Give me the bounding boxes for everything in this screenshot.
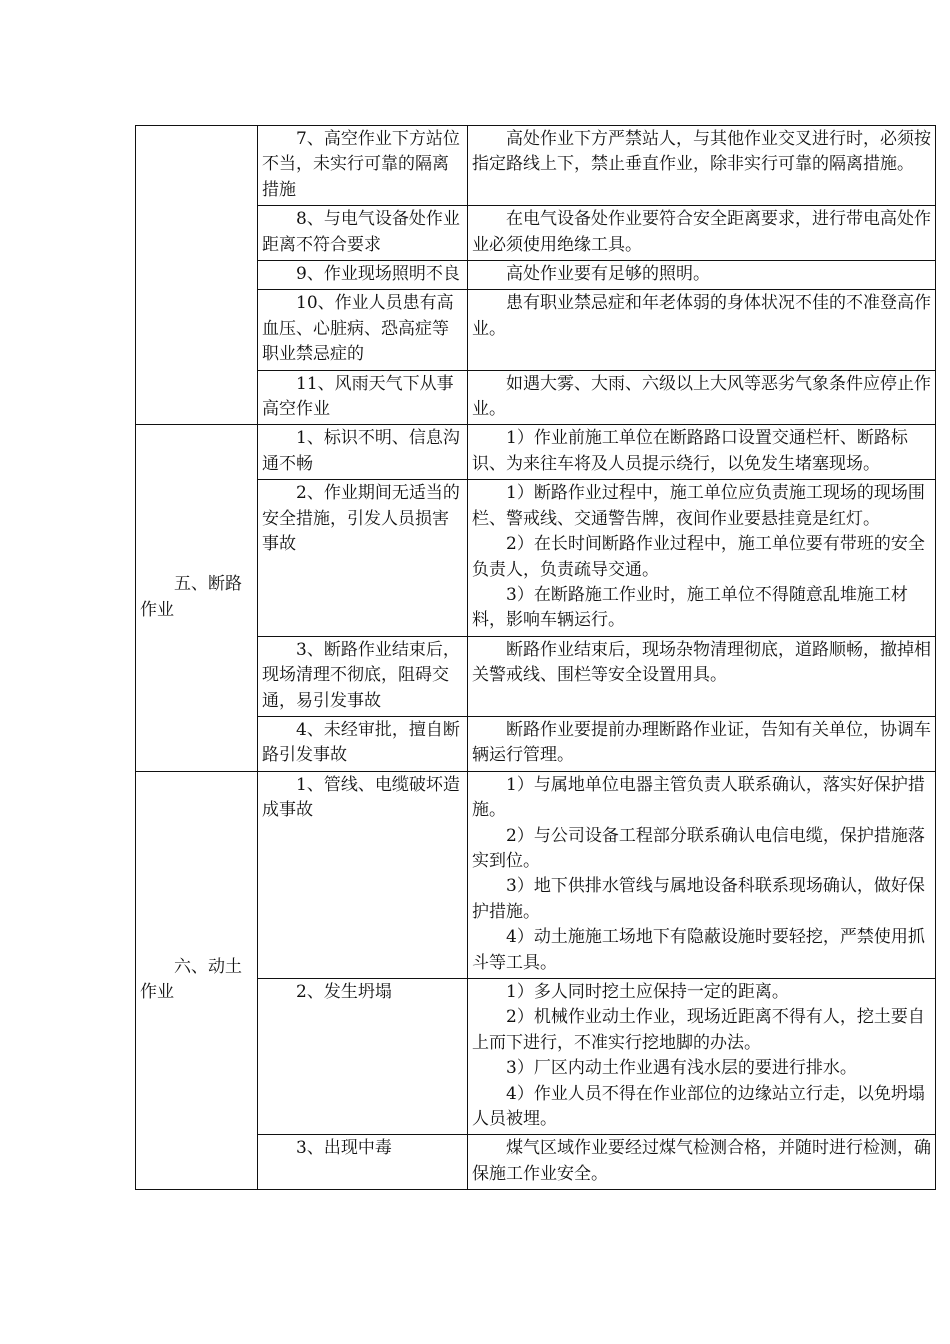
measure-cell	[468, 261, 936, 290]
hazard-cell	[258, 206, 468, 261]
measure-text: 煤气区域作业要经过煤气检测合格，并随时进行检测，确保施工作业安全。	[472, 1138, 931, 1184]
measure-text: 2）在长时间断路作业过程中，施工单位要有带班的安全负责人，负责疏导交通。	[472, 534, 925, 580]
measure-text: 在电气设备处作业要符合安全距离要求，进行带电高处作业必须使用绝缘工具。	[472, 209, 931, 255]
measure-text: 3）在断路施工作业时，施工单位不得随意乱堆施工材料，影响车辆运行。	[472, 584, 908, 631]
table-row	[136, 771, 936, 978]
hazard-text: 3、出现中毒	[296, 1138, 392, 1159]
measure-cell	[468, 979, 936, 1135]
hazard-cell	[258, 370, 468, 425]
measure-text: 4）作业人员不得在作业部位的边缘站立行走，以免坍塌人员被埋。	[472, 1083, 925, 1130]
hazard-text: 9、作业现场照明不良	[296, 264, 460, 285]
hazard-text: 10、作业人员患有高血压、心脏病、恐高症等职业禁忌症的	[262, 293, 454, 365]
category-cell	[136, 425, 258, 771]
measure-cell	[468, 480, 936, 636]
measure-text: 1）作业前施工单位在断路路口设置交通栏杆、断路标识、为来往车将及人员提示绕行，以免发生堵塞现场。	[472, 428, 908, 474]
hazard-cell	[258, 979, 468, 1135]
category-label: 五、断路作业	[140, 574, 242, 620]
measure-text: 1）与属地单位电器主管负责人联系确认，落实好保护措施。	[472, 774, 925, 821]
measure-text: 1）多人同时挖土应保持一定的距离。	[506, 982, 789, 1002]
hazard-cell	[258, 126, 468, 206]
category-cell	[136, 771, 258, 1190]
hazard-text: 3、断路作业结束后，现场清理不彻底，阻碍交通，易引发事故	[262, 639, 460, 711]
hazard-cell	[258, 636, 468, 716]
table-row	[136, 425, 936, 480]
measure-text: 断路作业结束后，现场杂物清理彻底，道路顺畅，撤掉相关警戒线、围栏等安全设置用具。	[472, 639, 931, 686]
measure-cell	[468, 1135, 936, 1190]
measure-cell	[468, 370, 936, 425]
measure-text: 高处作业下方严禁站人，与其他作业交叉进行时，必须按指定路线上下，禁止垂直作业，除非实行可靠的隔离措施。	[472, 129, 931, 175]
table-body	[136, 126, 936, 1190]
measure-text: 4）动土施施工场地下有隐蔽设施时要轻挖，严禁使用抓斗等工具。	[472, 927, 925, 973]
measure-cell	[468, 716, 936, 771]
table-row	[136, 126, 936, 206]
measure-text: 1）断路作业过程中，施工单位应负责施工现场的现场围栏、警戒线、交通警告牌，夜间作业要悬挂竟是红灯。	[472, 483, 925, 529]
measure-cell	[468, 206, 936, 261]
measure-cell	[468, 425, 936, 480]
measure-cell	[468, 290, 936, 370]
category-cell	[136, 126, 258, 425]
measure-text: 断路作业要提前办理断路作业证，告知有关单位，协调车辆运行管理。	[472, 719, 931, 766]
measure-text: 2）机械作业动土作业，现场近距离不得有人，挖土要自上而下进行，不准实行挖地脚的办法。	[472, 1007, 925, 1053]
measure-cell	[468, 126, 936, 206]
measure-cell	[468, 771, 936, 978]
hazard-text: 1、标识不明、信息沟通不畅	[262, 428, 460, 474]
hazard-cell	[258, 716, 468, 771]
hazard-text: 7、高空作业下方站位不当，未实行可靠的隔离措施	[262, 129, 460, 200]
measure-text: 2）与公司设备工程部分联系确认电信电缆，保护措施落实到位。	[472, 825, 925, 871]
measure-text: 高处作业要有足够的照明。	[506, 264, 710, 285]
hazard-cell	[258, 425, 468, 480]
hazard-cell	[258, 290, 468, 370]
measure-text: 如遇大雾、大雨、六级以上大风等恶劣气象条件应停止作业。	[472, 373, 931, 420]
hazard-cell	[258, 1135, 468, 1190]
hazard-cell	[258, 261, 468, 290]
hazard-text: 2、发生坍塌	[296, 982, 392, 1002]
measure-text: 3）厂区内动土作业遇有浅水层的要进行排水。	[506, 1058, 857, 1079]
measure-cell	[468, 636, 936, 716]
hazard-cell	[258, 771, 468, 978]
hazard-text: 1、管线、电缆破坏造成事故	[262, 774, 460, 821]
hazard-text: 4、未经审批，擅自断路引发事故	[262, 719, 460, 766]
hazard-text: 11、风雨天气下从事高空作业	[262, 373, 454, 420]
risk-control-table	[135, 125, 936, 1190]
measure-text: 3）地下供排水管线与属地设备科联系现场确认，做好保护措施。	[472, 876, 925, 922]
measure-text: 患有职业禁忌症和年老体弱的身体状况不佳的不准登高作业。	[472, 293, 931, 339]
hazard-cell	[258, 480, 468, 636]
hazard-text: 8、与电气设备处作业距离不符合要求	[262, 209, 460, 255]
hazard-text: 2、作业期间无适当的安全措施，引发人员损害事故	[262, 483, 460, 555]
category-label: 六、动土作业	[140, 956, 242, 1002]
